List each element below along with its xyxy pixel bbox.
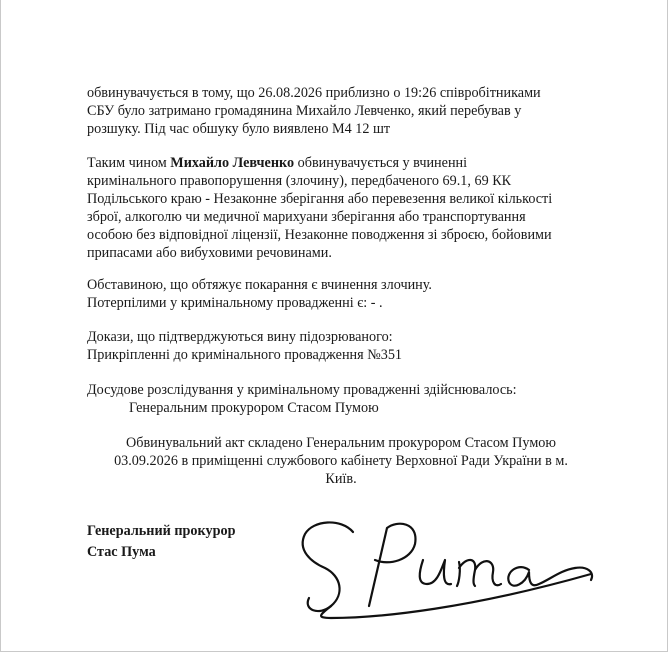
text-line: 03.09.2026 в приміщенні службового кабінету Верховної Ради України в м. (114, 453, 568, 469)
text-line: кримінального правопорушення (злочину), передбаченого 69.1, 69 КК (87, 173, 512, 189)
text-line: зброї, алкоголю чи медичної марихуани зберігання або транспортування (87, 209, 526, 225)
text-line: Генеральним прокурором Стасом Пумою (129, 400, 379, 416)
paragraph-evidence (87, 328, 587, 364)
text-line: розшуку. Під час обшуку було виявлено М4 12 шт (87, 121, 391, 137)
text-line: Потерпілими у кримінальному провадженні є: - . (87, 295, 383, 311)
handwritten-signature (291, 510, 611, 630)
signatory-block (87, 521, 235, 563)
text-line: Подільського краю - Незаконне зберігання або перевезення великої кількості (87, 191, 553, 207)
text-line: припасами або вибуховими речовинами. (87, 245, 332, 261)
text-line: особою без відповідної ліцензії, Незаконне поводження зі зброєю, бойовими (87, 227, 552, 243)
text-rest: обвинувачується у вчиненні (294, 155, 468, 171)
text-line: Прикріпленні до кримінального провадження №351 (87, 347, 403, 363)
text-line: СБУ було затримано громадянина Михайло Левченко, який перебував у (87, 103, 522, 119)
paragraph-circumstances (87, 276, 587, 312)
signatory-name: Стас Пума (87, 544, 156, 560)
text-line: обвинувачується в тому, що 26.08.2026 приблизно о 19:26 співробітниками (87, 85, 541, 101)
text-lead: Таким чином (87, 155, 171, 171)
text-line (87, 154, 587, 172)
accused-name: Михайло Левченко (170, 155, 295, 171)
text-line: Обвинувальний акт складено Генеральним прокурором Стасом Пумою (125, 435, 556, 451)
text-line: Досудове розслідування у кримінальному провадженні здійснювалось: (87, 382, 517, 398)
paragraph-compiled (61, 434, 621, 488)
paragraph-investigation (87, 381, 587, 417)
text-line: Докази, що підтверджуються вину підозрюваного: (87, 329, 393, 345)
text-line: Київ. (325, 471, 357, 487)
paragraph-accusation (87, 84, 587, 138)
text-line: Обставиною, що обтяжує покарання є вчинення злочину. (87, 277, 432, 293)
signatory-title: Генеральний прокурор (87, 523, 236, 539)
paragraph-charge (87, 154, 587, 262)
